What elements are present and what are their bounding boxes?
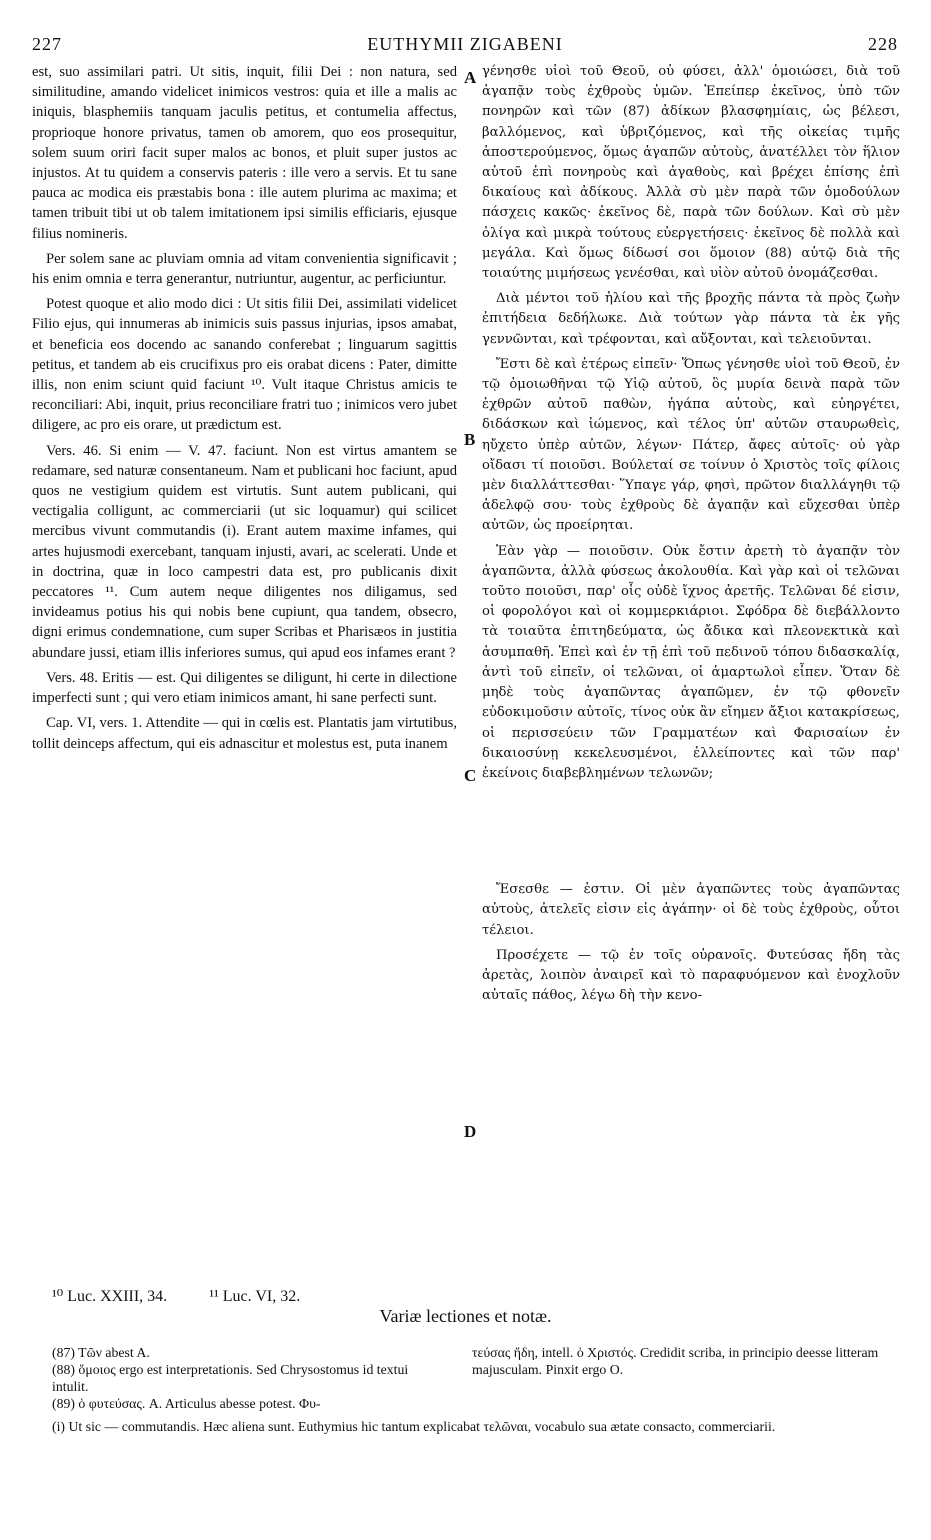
greek-paragraph: Διὰ μέντοι τοῦ ἡλίου καὶ τῆς βροχῆς πάντα τὰ πρὸς ζωὴν ἐπιτήδεια δεδήλωκε. Διὰ τούτων γὰρ πάντα τὰ ἐκ γῆς γεννῶνται, καὶ τρέφονται, καὶ αὔξονται, καὶ τελειοῦνται. — [482, 291, 900, 347]
variae-lectiones-heading: Variæ lectiones et notæ. — [379, 1306, 552, 1326]
latin-paragraph: Potest quoque et alio modo dici : Ut sitis filii Dei, assimilati videlicet Filio ejus, qui innumeras ab inimicis suis passus injurias, ipsos amabat, et beneficia eos docendo ac sanando conferebat ; linguarum sagittis petitus, et tandem ab eis crucifixus pro eis orabat dicens : Pater, dimitte illis, non enim sciunt quid faciunt ¹⁰. Vult itaque Christus amicis te reconciliari: Abi, inquit, prius reconciliare fratri tuo ; inimicos vero jubet diligere, ac pro eis orare, ut prædictum est. — [32, 296, 457, 434]
latin-paragraph: Vers. 46. Si enim — V. 47. faciunt. Non est virtus amantem se redamare, sed naturæ consentaneum. Nam et publicani hoc faciunt, apud quos ne vestigium quidem est virtutis. Sunt autem publicani, qui vectigalia colligunt, ac commerciarii (ut sic loquamur) qui scilicet mercibus vivunt commutandis (i). Erant autem maxime infames, qui artes hujusmodi exercebant, tanquam injusti, avari, ac scelerati. Unde et in doctrina, quæ in loco campestri data est, pro publicanis dixit peccatores ¹¹. Cum autem neque diligentes nos diligamus, sed invideamus potius his qui nobis bene cupiunt, qua tandem, obsecro, digni erimus condemnatione, cum super Scribas et Pharisæos in justitia abundare jussi, etiam illis inferiores sumus, qui apud eos infames erant ? — [32, 442, 457, 661]
running-title: EUTHYMII ZIGABENI — [367, 34, 563, 54]
note-88: (88) ὅμοιος ergo est interpretationis. Sed Chrysostomus id textui intulit. — [52, 1362, 409, 1394]
greek-paragraph: Ἐὰν γὰρ — ποιοῦσιν. Οὐκ ἔστιν ἀρετὴ τὸ ἀγαπᾷν τὸν ἀγαπῶντα, ἀλλὰ φύσεως ἀκολουθία. Καὶ γὰρ καὶ οἱ τελῶναι τοῦτο ποιοῦσι, παρ' οἷς οὐδὲ ἴχνος ἀρετῆς. Τελῶναι δέ εἰσιν, οἱ φορολόγοι καὶ οἱ κομμερκιάριοι. Σφόδρα δὲ διεβάλλοντο τὰ τοιαῦτα ἐπιτηδεύματα, ὡς ἄδικα καὶ πλεονεκτικὰ καὶ ἀσυμπαθῆ. Ἐπεὶ καὶ ἐν τῇ ἐπὶ τοῦ πεδινοῦ τόπου διδασκαλίᾳ, ἀντὶ τοῦ εἰπεῖν, οἱ τελῶναι, οἱ ἁμαρτωλοὶ εἶπεν. Ὅταν δὲ μηδὲ τοὺς ἀγαπῶντας ἀγαπῶμεν, ἐν τῷ φθονεῖν εὐδοκιμοῦσιν αὐτοῖς, τίνος οὐκ ἂν εἴημεν ἄξιοι κατακρίσεως, οἱ περισσεύειν τῶν Γραμματέων καὶ Φαρισαίων ἐν δικαιοσύνῃ κεκελευσμένοι, ἐλλείποντες καὶ τῶν παρ' ἐκείνοις διαβεβλημένων τελωνῶν; — [482, 543, 900, 781]
note-87: (87) Τῶν abest A. — [52, 1345, 150, 1360]
section-marker-b: B — [464, 430, 476, 449]
latin-paragraph: est, suo assimilari patri. Ut sitis, inquit, filii Dei : non natura, sed similitudine, amando videlicet inimicos vestros: quia et ille a malis ac iniquis, blasphemiis tanquam jaculis petitus, et contumelia affectus, proprioque honore privatus, tamen ob amorem, quo eos prosequitur, solem suum oriri facit super malos ac bonos, et pluit super justos ac injustos. At tu quidem a conservis pateris : ille vero a servis. Et tu sane pauca ac modica eis præstabis bona : ille autem plurima ac maxima; et tamen tribuit tibi ut ob talem imitationem ipsi similis efficiaris, ejusque filius nomineris. — [32, 64, 457, 242]
footnotes — [52, 1286, 338, 1306]
footnote-10: ¹⁰ Luc. XXIII, 34. — [52, 1288, 168, 1305]
notes-right — [472, 1344, 898, 1378]
section-marker-c: C — [464, 766, 477, 785]
note-89-continued: τεύσας ἤδη, intell. ὁ Χριστός. Credidit scriba, in principio deesse litteram majusculam. Pinxit ergo O. — [472, 1345, 879, 1377]
page-number-right: 228 — [868, 34, 898, 54]
running-header — [32, 34, 898, 56]
notes-left — [52, 1344, 444, 1412]
note-89: (89) ὁ φυτεύσας. A. Articulus abesse potest. Φυ- — [52, 1396, 321, 1411]
footnote-11: ¹¹ Luc. VI, 32. — [209, 1288, 301, 1305]
latin-column — [32, 62, 457, 759]
latin-paragraph: Cap. VI, vers. 1. Attendite — qui in cœlis est. Plantatis jam virtutibus, tollit deinceps affectum, qui eis adnascitur et molestus est, puta inanem — [32, 715, 457, 752]
greek-paragraph: Ἔσεσθε — ἐστιν. Οἱ μὲν ἀγαπῶντες τοὺς ἀγαπῶντας αὐτοὺς, ἀτελεῖς εἰσιν εἰς ἀγάπην· οἱ δὲ τοὺς ἐχθροὺς, οὗτοι τέλειοι. — [482, 882, 900, 938]
latin-paragraph: Vers. 48. Eritis — est. Qui diligentes se diligunt, hi certe in dilectione imperfecti sunt ; qui vero etiam inimicos amant, hi sane perfecti sunt. — [32, 669, 457, 707]
editorial-note-i: (i) Ut sic — commutandis. Hæc aliena sunt. Euthymius hic tantum explicabat τελῶναι, vocabulo sua ætate consacto, commerciarii. — [52, 1419, 776, 1434]
greek-paragraph: Προσέχετε — τῷ ἐν τοῖς οὐρανοῖς. Φυτεύσας ἤδη τὰς ἀρετὰς, λοιπὸν ἀναιρεῖ καὶ τὸ παραφυόμενον καὶ ἐνοχλοῦν αὐταῖς πάθος, λέγω δὴ τὴν κενο- — [482, 947, 900, 1004]
greek-paragraph: γένησθε υἱοὶ τοῦ Θεοῦ, οὐ φύσει, ἀλλ' ὁμοιώσει, διὰ τοῦ ἀγαπᾷν τοὺς ἐχθροὺς ὑμῶν. Ἐπείπερ ἐκεῖνος, ὑπὸ τῶν πονηρῶν καὶ τῶν (87) ἀδίκων βλασφημίαις, ὡς βέλεσι, βαλλόμενος, καὶ ὑβριζόμενος, καὶ τῆς οἰκείας τιμῆς ἀποστερούμενος, ὅμως ἀγαπῶν αὐτοὺς, ἀνατέλλει τὸν ἥλιον αὐτοῦ ἐπὶ πονηροὺς καὶ ἀγαθοὺς, καὶ βρέχει ἐπίσης ἐπὶ δικαίους καὶ ἀδίκους. Ἀλλὰ σὺ μὲν παρὰ τῶν ὁμοδούλων πάσχεις κακῶς· ἐκεῖνος δὲ, παρὰ τῶν δούλων. Καὶ σὺ μὲν ὀλίγα καὶ μικρὰ τούτους εὐεργετήσεις· ἐκεῖνος δὲ πολλὰ καὶ μεγάλα. Καὶ ὅμως δίδωσί σοι ὅμοιον (88) αὐτῷ διὰ τῆς τοιαύτης μιμήσεως γενέσθαι, καὶ υἱὸν αὐτοῦ ὀνομάζεσθαι. — [482, 64, 900, 282]
latin-paragraph: Per solem sane ac pluviam omnia ad vitam convenientia significavit ; his enim omnia e terra generantur, nutriuntur, augentur, ac perficiuntur. — [32, 250, 457, 288]
greek-paragraph: Ἔστι δὲ καὶ ἑτέρως εἰπεῖν· Ὅπως γένησθε υἱοὶ τοῦ Θεοῦ, ἐν τῷ ὁμοιωθῆναι τῷ Υἱῷ αὐτοῦ, ὃς μυρία δεινὰ παρὰ τῶν ἐχθρῶν αὐτοῦ παθὼν, ἠγάπα αὐτοὺς, καὶ εὐηργέτει, διδάσκων καὶ ἰώμενος, καὶ τέλος ὑπ' αὐτῶν σταυρωθεὶς, ηὔχετο ὑπὲρ αὐτῶν, λέγων· Πάτερ, ἄφες αὐτοῖς· οὐ γὰρ οἴδασι τί ποιοῦσι. Βούλεταί σε τοίνυν ὁ Χριστὸς τοῖς φίλοις μὲν διαλλάττεσθαι· Ὕπαγε γάρ, φησὶ, πρῶτον διαλλάγηθι τῷ ἀδελφῷ σου· τοὺς ἐχθροὺς δὲ ἀγαπᾷν καὶ εὔχεσθαι ὑπὲρ αὐτῶν, ὡς προείρηται. — [482, 356, 900, 534]
page-number-left: 227 — [32, 34, 62, 54]
section-marker-a: A — [464, 68, 477, 87]
section-marker-d: D — [464, 1122, 477, 1141]
greek-column — [482, 62, 900, 1011]
